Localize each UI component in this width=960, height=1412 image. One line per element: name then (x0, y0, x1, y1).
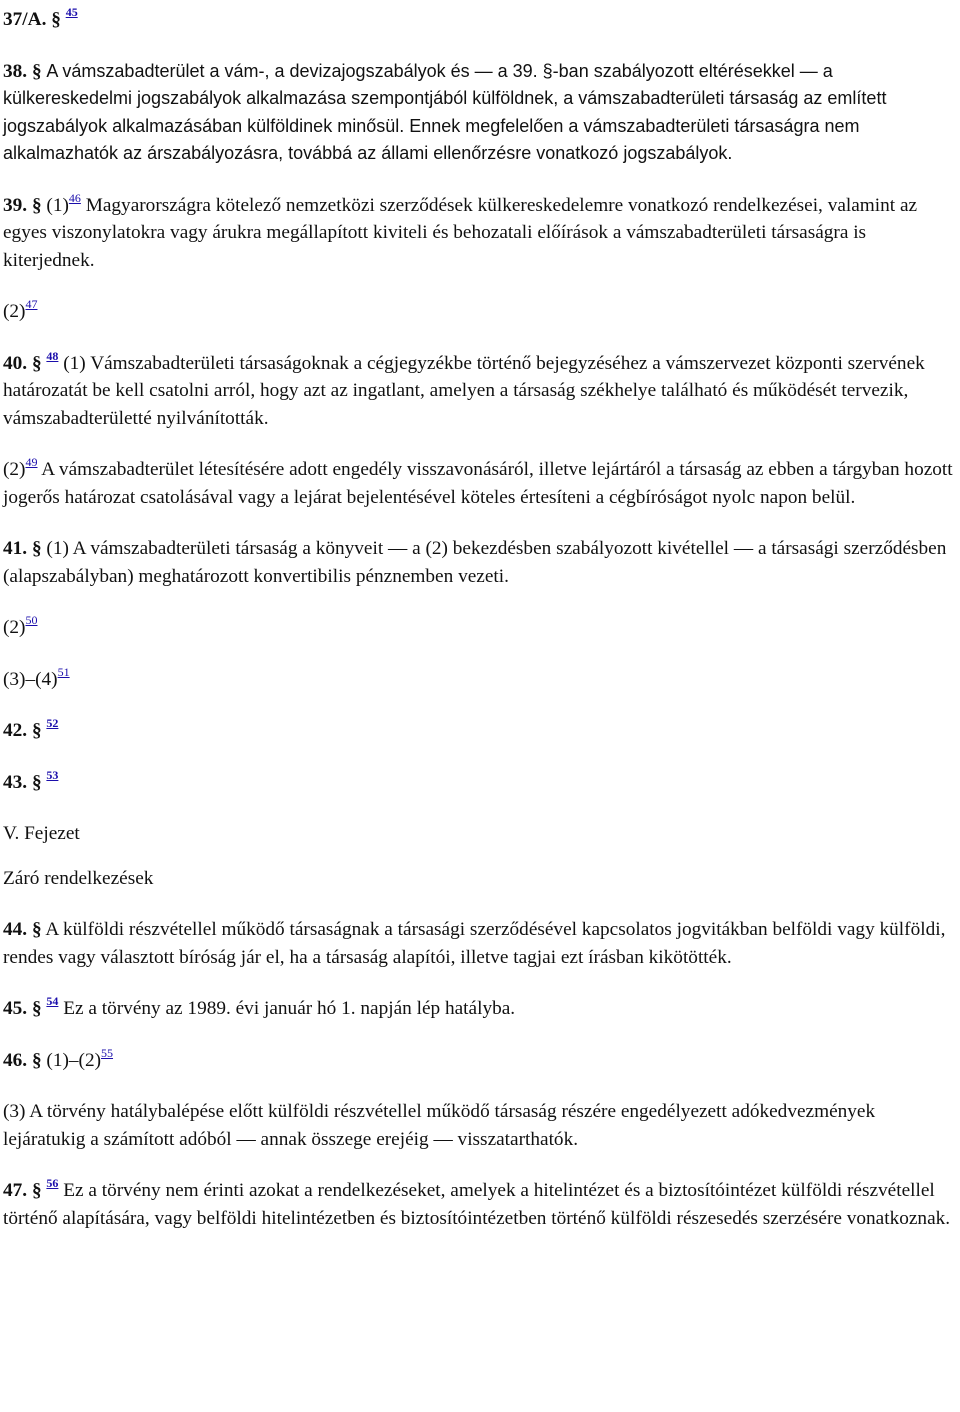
footnote-link-51[interactable]: 51 (57, 664, 70, 679)
footnote-link-54[interactable]: 54 (46, 994, 59, 1008)
section-46-paragraph-3 (3, 1098, 955, 1153)
section-sign: § (31, 60, 42, 82)
section-44 (3, 916, 955, 971)
section-number: 37/A. (3, 9, 47, 30)
section-sign: § (31, 352, 42, 374)
section-text: A külföldi részvétellel működő társaságnak a társasági szerződésével kapcsolatos jogvitákban belföldi vagy külföldi, rendes vagy választott bíróság jár el, ha a társaság alapítói, illetve tagjai ezt írásban kikötötték. (3, 919, 946, 968)
section-43 (3, 769, 955, 797)
section-46-paragraph-1-2 (3, 1047, 955, 1075)
section-number: 43. (3, 771, 28, 793)
paragraph-label: (1)–(2) (46, 1049, 102, 1071)
section-text: (3) A törvény hatálybalépése előtt külföldi részvétellel működő társaság részére engedélyezett adókedvezmények lejáratukig a számított adóból — annak összege erejéig — visszatarthatók. (3, 1101, 876, 1150)
section-text: Ez a törvény az 1989. évi január hó 1. napján lép hatályba. (63, 998, 516, 1019)
footnote-link-53[interactable]: 53 (46, 767, 59, 782)
section-number: 45. (3, 998, 28, 1019)
section-39-paragraph-1 (3, 192, 955, 275)
section-sign: § (31, 194, 42, 216)
section-text: A vámszabadterület a vám-, a devizajogszabályok és — a 39. §-ban szabályozott eltérésekkel — a külkereskedelmi jogszabályok alkalmazása szempontjából külföldnek, a vámszabadterületi társaság az említett jogszabályok alkalmazásában külföldinek minősül. Ennek megfelelően a vámszabadterületi társaságra nem alkalmazhatók az árszabályozásra, továbbá az állami ellenőrzésre vonatkozó jogszabályok. (3, 60, 887, 163)
section-number: 39. (3, 194, 28, 216)
section-text: Ez a törvény nem érinti azokat a rendelkezéseket, amelyek a hitelintézet és a biztosítóintézet külföldi részvétellel történő alapítására, vagy belföldi hitelintézetben és biztosítóintézetben történő külföldi részesedés szerzésére vonatkoznak. (3, 1180, 951, 1229)
footnote-link-55[interactable]: 55 (101, 1045, 114, 1060)
footnote-link-56[interactable]: 56 (46, 1176, 59, 1190)
footnote-link-52[interactable]: 52 (46, 716, 59, 730)
section-39-paragraph-2 (3, 298, 955, 326)
section-text: (1) A vámszabadterületi társaság a könyveit — a (2) bekezdésben szabályozott kivétellel — a társasági szerződésben (alapszabályban) meghatározott konvertibilis pénznemben vezeti. (3, 538, 947, 587)
section-sign: § (31, 998, 42, 1019)
footnote-link-48[interactable]: 48 (46, 348, 59, 363)
paragraph-label: (1) (46, 194, 69, 216)
section-40-paragraph-2 (3, 456, 955, 511)
paragraph-label: (2) (3, 301, 26, 322)
paragraph-label: (2) (3, 459, 26, 480)
chapter-title: V. Fejezet (3, 823, 80, 844)
law-document (0, 6, 955, 1232)
section-47 (3, 1177, 955, 1232)
section-text: A vámszabadterület létesítésére adott engedély visszavonásáról, illetve lejártáról a társaság az ebben a tárgyban hozott jogerős határozat csatolásával vagy a lejárat bejelentésével köteles értesíteni a cégbíróságot nyolc napon belül. (3, 459, 953, 508)
section-number: 46. (3, 1049, 28, 1071)
section-41-paragraph-3-4 (3, 666, 955, 694)
section-sign: § (31, 1049, 42, 1071)
footnote-link-50[interactable]: 50 (25, 613, 38, 627)
section-sign: § (31, 919, 42, 940)
footnote-link-49[interactable]: 49 (25, 455, 38, 469)
section-38 (3, 58, 955, 168)
chapter-subtitle: Záró rendelkezések (3, 867, 154, 889)
section-sign: § (31, 720, 42, 741)
section-sign: § (51, 9, 61, 30)
section-42 (3, 717, 955, 745)
section-37a (3, 6, 955, 34)
section-number: 47. (3, 1180, 28, 1201)
section-number: 44. (3, 919, 28, 940)
section-sign: § (31, 1180, 42, 1201)
section-45 (3, 995, 955, 1023)
section-sign: § (31, 538, 42, 559)
paragraph-label: (3)–(4) (3, 668, 58, 690)
section-text: Magyarországra kötelező nemzetközi szerződések külkereskedelemre vonatkozó rendelkezései, valamint az egyes viszonylatokra vagy árukra megállapított kiviteli és behozatali előírások a vámszabadterületi társaságra is kiterjednek. (3, 194, 918, 271)
footnote-link-45[interactable]: 45 (65, 5, 78, 19)
section-41-paragraph-2 (3, 614, 955, 642)
footnote-link-46[interactable]: 46 (68, 190, 81, 205)
section-number: 41. (3, 538, 28, 559)
footnote-link-47[interactable]: 47 (25, 297, 38, 311)
section-text: (1) Vámszabadterületi társaságoknak a cégjegyzékbe történő bejegyzéséhez a vámszervezet központi szervének határozatát be kell csatolni arról, hogy azt az ingatlant, amelyen a társaság székhelye található és működését tervezik, vámszabadterületté nyilvánították. (3, 352, 925, 429)
paragraph-label: (2) (3, 617, 26, 638)
section-number: 42. (3, 720, 28, 741)
section-40-paragraph-1 (3, 350, 955, 433)
section-sign: § (31, 771, 42, 793)
section-41-paragraph-1 (3, 535, 955, 590)
section-number: 38. (3, 60, 28, 82)
section-number: 40. (3, 352, 28, 374)
